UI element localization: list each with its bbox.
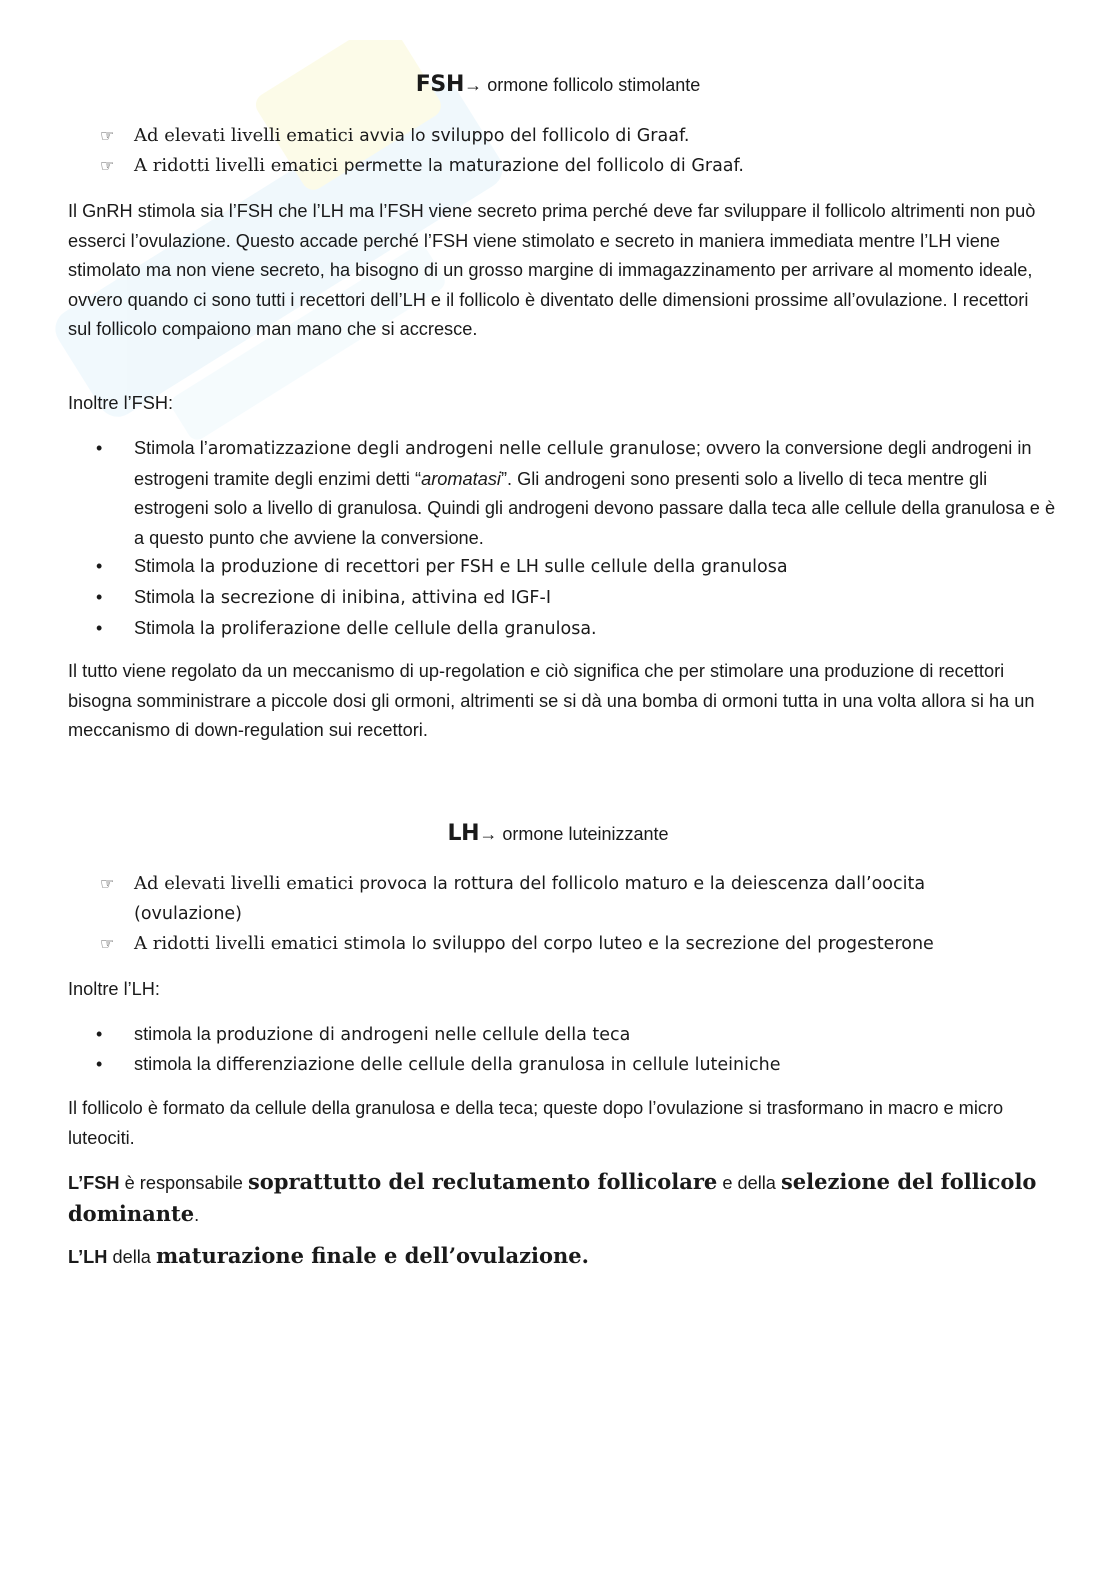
list-item: • Stimola l’aromatizzazione degli androgeni nelle cellule granulose; ovvero la conversione degli androgeni in estrogeni tramite degli enzimi detti “aromatasi”. Gli androgeni sono presenti solo a livello di teca mentre gli estrogeni solo a livello di granulosa. Quindi gli androgeni devono passare dalla teca alle cellule della granulosa e è a questo punto che avviene la conversione. <box>96 438 1056 548</box>
fsh-inoltre: Inoltre l’FSH: <box>68 393 174 413</box>
list-item: ☞ A ridotti livelli ematici stimola lo sviluppo del corpo luteo e la secrezione del progesterone <box>100 929 1060 959</box>
lh-inoltre: Inoltre l’LH: <box>68 979 160 999</box>
pointing-hand-icon: ☞ <box>100 874 115 893</box>
lh-subtitle: ormone luteinizzante <box>502 824 669 844</box>
list-item: ☞ Ad elevati livelli ematici avvia lo sviluppo del follicolo di Graaf. <box>100 121 1060 151</box>
fsh-summary: L’FSH è responsabile soprattutto del reclutamento follicolare e della selezione del follicolo dominante. <box>68 1169 1037 1226</box>
fsh-title: FSH <box>415 72 465 97</box>
lh-summary: L’LH della maturazione finale e dell’ovulazione. <box>68 1243 589 1268</box>
list-item: • Stimola la proliferazione delle cellule della granulosa. <box>96 618 597 639</box>
list-item: ☞ A ridotti livelli ematici permette la maturazione del follicolo di Graaf. <box>100 151 1060 181</box>
fsh-heading <box>0 72 1116 97</box>
arrow-icon: → <box>479 824 498 844</box>
pointing-hand-icon: ☞ <box>100 156 115 175</box>
list-item: • stimola la differenziazione delle cellule della granulosa in cellule luteiniche <box>96 1054 781 1075</box>
fsh-subtitle: ormone follicolo stimolante <box>487 75 701 95</box>
list-item: • Stimola la secrezione di inibina, attivina ed IGF-I <box>96 587 551 608</box>
pointing-hand-icon: ☞ <box>100 126 115 145</box>
list-item: • stimola la produzione di androgeni nelle cellule della teca <box>96 1024 631 1045</box>
list-item: ☞ Ad elevati livelli ematici provoca la rottura del follicolo maturo e la deiescenza dall’oocita (ovulazione) <box>100 869 1060 929</box>
lh-title: LH <box>447 821 480 846</box>
list-item: • Stimola la produzione di recettori per FSH e LH sulle cellule della granulosa <box>96 556 788 577</box>
fsh-paragraph: Il GnRH stimola sia l’FSH che l’LH ma l’FSH viene secreto prima perché deve far sviluppare il follicolo altrimenti non può esserci l’ovulazione. Questo accade perché l’FSH viene stimolato e secreto in maniera immediata mentre l’LH viene stimolato ma non viene secreto, ha bisogno di un grosso margine di immagazzinamento per arrivare al momento ideale, ovvero quando ci sono tutti i recettori dell’LH e il follicolo è diventato delle dimensioni prossime all’ovulazione. I recettori sul follicolo compaiono man mano che si accresce. <box>68 201 1036 339</box>
fsh-regulation-paragraph: Il tutto viene regolato da un meccanismo di up-regolation e ciò significa che per stimolare una produzione di recettori bisogna somministrare a piccole dosi gli ormoni, altrimenti se si dà una bomba di ormoni tutta in una volta allora si ha un meccanismo di down-regulation sui recettori. <box>68 661 1035 740</box>
lh-heading <box>0 821 1116 846</box>
pointing-hand-icon: ☞ <box>100 934 115 953</box>
lh-paragraph: Il follicolo è formato da cellule della granulosa e della teca; queste dopo l’ovulazione si trasformano in macro e micro luteociti. <box>68 1098 1004 1148</box>
arrow-icon: → <box>464 75 483 95</box>
